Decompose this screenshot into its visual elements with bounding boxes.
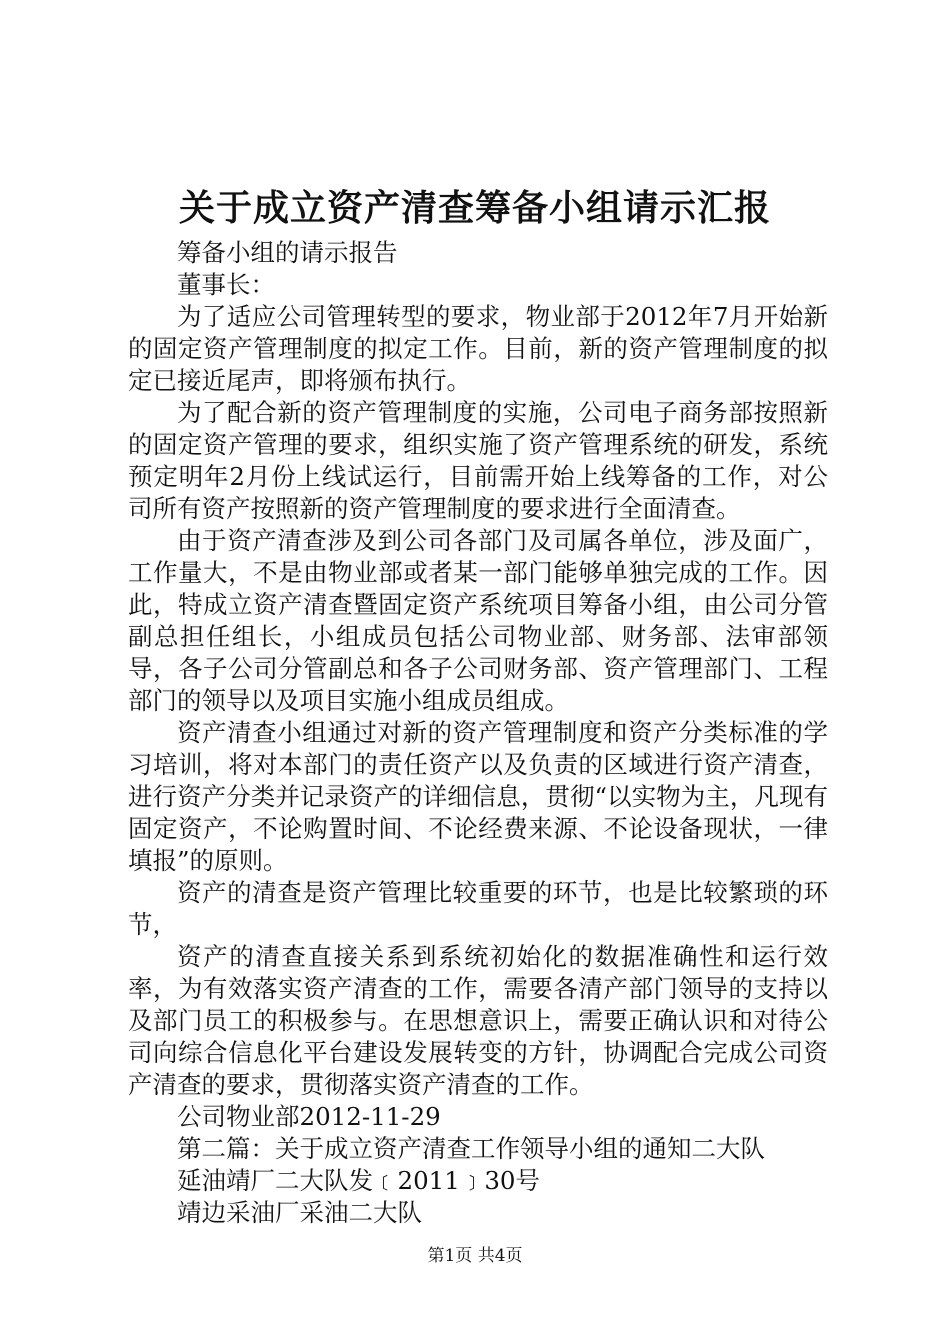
paragraph-5: 资产的清查是资产管理比较重要的环节，也是比较繁琐的环节， <box>128 878 828 939</box>
paragraph-2: 为了配合新的资产管理制度的实施，公司电子商务部按照新的固定资产管理的要求，组织实施了资产管理系统的研发，系统预定明年2月份上线试运行，目前需开始上线筹备的工作，对公司所有资产按照新的资产管理制度的要求进行全面清查。 <box>128 398 828 523</box>
document-body <box>128 237 828 1229</box>
second-article-title: 第二篇：关于成立资产清查工作领导小组的通知二大队 <box>177 1134 765 1163</box>
issuing-unit: 靖边采油厂采油二大队 <box>177 1198 422 1227</box>
paragraph-4: 资产清查小组通过对新的资产管理制度和资产分类标准的学习培训，将对本部门的责任资产以及负责的区域进行资产清查，进行资产分类并记录资产的详细信息，贯彻“以实物为主，凡现有固定资产，不论购置时间、不论经费来源、不论设备现状，一律填报”的原则。 <box>128 718 828 875</box>
page-footer: 第1页 共4页 <box>427 1246 523 1266</box>
paragraph-heading-line: 筹备小组的请示报告 <box>177 238 398 267</box>
paragraph-1: 为了适应公司管理转型的要求，物业部于2012年7月开始新的固定资产管理制度的拟定工作。目前，新的资产管理制度的拟定已接近尾声，即将颁布执行。 <box>128 302 828 395</box>
signature-line: 公司物业部2012-11-29 <box>177 1102 441 1131</box>
paragraph-salutation: 董事长： <box>177 270 275 299</box>
paragraph-3: 由于资产清查涉及到公司各部门及司属各单位，涉及面广，工作量大，不是由物业部或者某一部门能够单独完成的工作。因此，特成立资产清查暨固定资产系统项目筹备小组，由公司分管副总担任组长，小组成员包括公司物业部、财务部、法审部领导，各子公司分管副总和各子公司财务部、资产管理部门、工程部门的领导以及项目实施小组成员组成。 <box>128 526 828 715</box>
paragraph-6: 资产的清查直接关系到系统初始化的数据准确性和运行效率，为有效落实资产清查的工作，需要各清产部门领导的支持以及部门员工的积极参与。在思想意识上，需要正确认识和对待公司向综合信息化平台建设发展转变的方针，协调配合完成公司资产清查的要求，贯彻落实资产清查的工作。 <box>128 942 828 1099</box>
document-title: 关于成立资产清查筹备小组请示汇报 <box>178 187 771 229</box>
document-number: 延油靖厂二大队发﹝2011﹞30号 <box>177 1166 541 1195</box>
